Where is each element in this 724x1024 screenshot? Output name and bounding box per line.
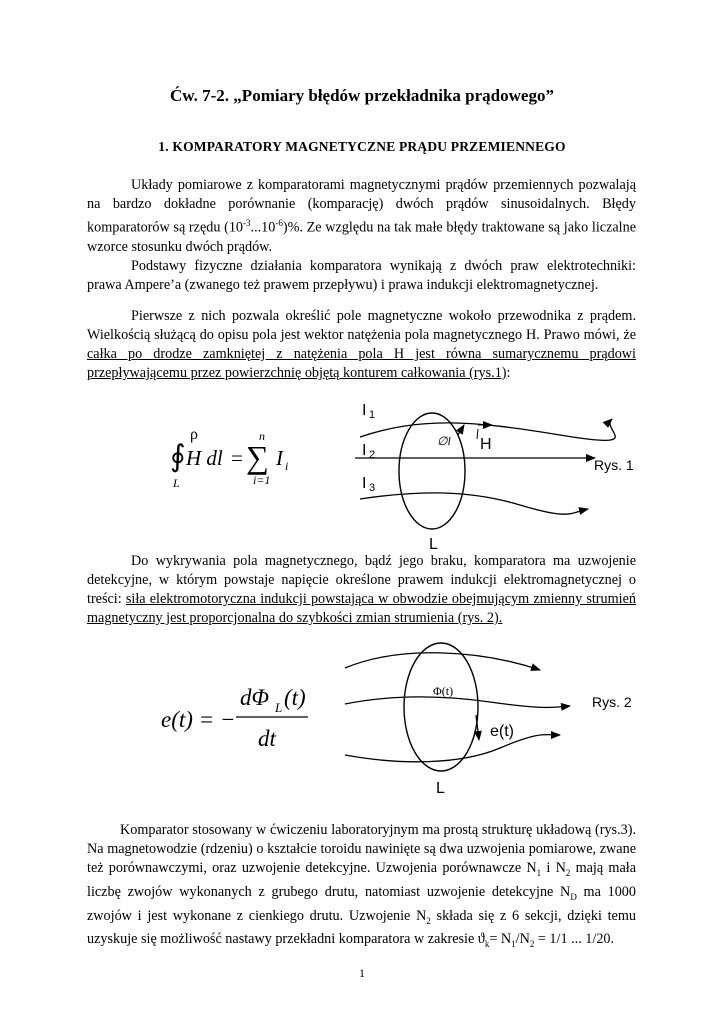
paragraph-4: Do wykrywania pola magnetycznego, bądź jego braku, komparatora ma uzwojenie detekcyjne, w którym powstaje napięcie określone prawem indukcji elektromagnetycznej o treści: siła elektromotoryczna indukcji powstająca w obwodzie obejmującym zmienny strumień magnetyczny jest proporcjonalna do szybkości zmian strumienia (rys. 2). (87, 553, 636, 626)
flux-line-2 (345, 697, 570, 707)
svg-text:(t): (t) (284, 685, 306, 710)
paragraph-2: Podstawy fizyczne działania komparatora wynikają z dwóch praw elektrotechniki: prawa Ampere’a (zwanego też prawem przepływu) i prawa indukcji elektromagnetycznej. (87, 258, 636, 293)
svg-text:I: I (362, 475, 367, 492)
current-line-3 (360, 493, 588, 514)
svg-text:2: 2 (369, 449, 376, 461)
svg-text:H dl: H dl (186, 446, 223, 470)
svg-text:=: = (231, 446, 243, 470)
figure-2-caption: Rys. 2 (592, 694, 632, 710)
svg-text:Φ(t): Φ(t) (433, 684, 454, 698)
figure-1 (0, 395, 724, 555)
faraday-law-equation (161, 685, 308, 751)
flux-line-1 (345, 653, 540, 670)
figure-2 (0, 640, 724, 800)
paragraph-1: Układy pomiarowe z komparatorami magnetycznymi prądów przemiennych pozwalają na bardzo dokładne porównanie (komparację) dwóch prądów sinusoidalnych. Błędy komparatorów są rzędu $(10^{-3}...10^{-6})\%$. Ze względu na tak małe błędy traktowane są jako liczalne wzorce stosunku dwóch prądów. (87, 177, 636, 255)
svg-text:I: I (276, 446, 283, 470)
svg-text:e(t) = −: e(t) = − (161, 707, 236, 732)
loop-direction-arrow (458, 425, 464, 435)
svg-text:e(t): e(t) (490, 723, 514, 740)
flux-line-3 (345, 735, 560, 762)
document-title: Ćw. 7-2. „Pomiary błędów przekładnika prądowego” (170, 86, 554, 105)
svg-text:I: I (362, 442, 367, 459)
contour-L (399, 413, 465, 529)
svg-text:L: L (173, 476, 180, 490)
ampere-law-equation (170, 426, 288, 490)
svg-text:dΦ: dΦ (240, 685, 270, 710)
section-heading: 1. KOMPARATORY MAGNETYCZNE PRĄDU PRZEMIENNEGO (158, 139, 566, 154)
svg-text:n: n (259, 429, 265, 443)
figure-1-caption: Rys. 1 (594, 457, 634, 473)
svg-text:i=1: i=1 (253, 473, 271, 487)
loop-L (404, 643, 478, 771)
svg-text:I: I (362, 402, 367, 419)
svg-text:L: L (429, 536, 438, 553)
page-number: 1 (359, 966, 365, 980)
sum-sign: ∑ (246, 439, 269, 475)
svg-text:3: 3 (369, 482, 376, 494)
svg-text:∅l: ∅l (437, 434, 451, 448)
svg-text:1: 1 (369, 409, 376, 421)
svg-text:L: L (436, 780, 445, 797)
svg-text:dt: dt (258, 726, 276, 751)
svg-text:L: L (275, 700, 283, 715)
paragraph-3: Pierwsze z nich pozwala określić pole magnetyczne wokoło przewodnika z prądem. Wielkością służącą do opisu pola jest wektor natężenia pola magnetycznego H. Prawo mówi, że całka po drodze zamkniętej z natężenia pola H jest równa sumarycznemu prądowi przepływającemu przez powierzchnię objętą konturem całkowania (rys.1): (87, 308, 636, 381)
svg-text:H: H (480, 436, 492, 453)
integral-sign: ∮ (170, 440, 186, 473)
paragraph-5: Komparator stosowany w ćwiczeniu laboratoryjnym ma prostą strukturę układową (rys.3). Na magnetowodzie (rdzeniu) o kształcie toroidu nawinięte są dwa uzwojenia pomiarowe, zwane też porównawczymi, oraz uzwojenie detekcyjne. Uzwojenia porównawcze $N_1$ i $N_2$ mają mała liczbę zwojów wykonanych z grubego drutu, natomiast uzwojenie detekcyjne $N_D$ ma 1000 zwojów i jest wykonane z cienkiego drutu. Uzwojenie $N_2$ składa się z 6 sekcji, dzięki temu uzyskuje się możliwość nastawy przekładni komparatora w zakresie $ϑ_k= N_1/N_2 = 1/1$ ... 1/20. (87, 822, 636, 950)
svg-text:ρ: ρ (190, 426, 198, 443)
svg-text:i: i (285, 459, 289, 473)
